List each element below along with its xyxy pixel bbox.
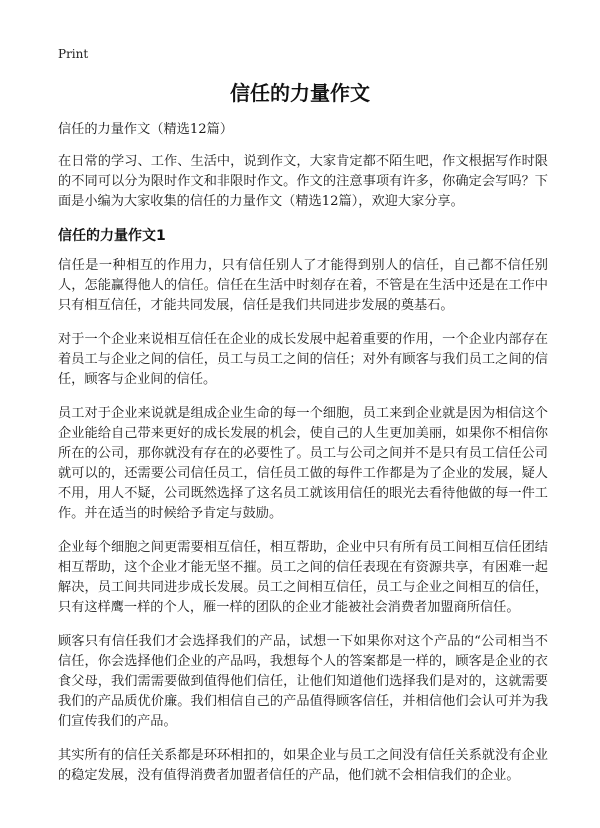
body-paragraph: 其实所有的信任关系都是环环相扣的，如果企业与员工之间没有信任关系就没有企业的稳定发展，没有值得消费者加盟者信任的产品，他们就不会相信我们的企业。: [58, 748, 548, 783]
body-paragraph: 对于一个企业来说相互信任在企业的成长发展中起着重要的作用，一个企业内部存在着员工与企业之间的信任，员工与员工之间的信任；对外有顾客与我们员工之间的信任，顾客与企业间的信任。: [58, 332, 548, 387]
document-title: 信任的力量作文: [230, 81, 370, 105]
document-body: [58, 120, 548, 800]
print-label: Print: [58, 47, 89, 61]
body-paragraph: 信任是一种相互的作用力，只有信任别人了才能得到别人的信任，自己都不信任别人，怎能赢得他人的信任。信任在生活中时刻存在着，不管是在生活中还是在工作中只有相互信任，才能共同发展，信任是我们共同进步发展的奠基石。: [58, 258, 548, 313]
intro-paragraph: 在日常的学习、工作、生活中，说到作文，大家肯定都不陌生吧，作文根据写作时限的不同可以分为限时作文和非限时作文。作文的注意事项有许多，你确定会写吗？下面是小编为大家收集的信任的力量作文（精选12篇），欢迎大家分享。: [58, 154, 548, 209]
body-paragraph: 员工对于企业来说就是组成企业生命的每一个细胞，员工来到企业就是因为相信这个企业能给自己带来更好的成长发展的机会，使自己的人生更加美丽，如果你不相信你所在的公司，那你就没有存在的必要性了。员工与公司之间并不是只有员工信任公司就可以的，还需要公司信任员工，信任员工做的每件工作都是为了企业的发展，疑人不用，用人不疑，公司既然选择了这名员工就该用信任的眼光去看待他做的每一件工作。并在适当的时候给予肯定与鼓励。: [58, 406, 548, 521]
body-paragraph: 企业每个细胞之间更需要相互信任，相互帮助，企业中只有所有员工间相互信任团结相互帮助，这个企业才能无坚不摧。员工之间的信任表现在有资源共享，有困难一起解决，员工间共同进步成长发展。员工之间相互信任，员工与企业之间相互的信任，只有这样鹰一样的个人，雁一样的团队的企业才能被社会消费者加盟商所信任。: [58, 540, 548, 615]
document-subtitle: 信任的力量作文（精选12篇）: [58, 122, 234, 137]
section-heading: 信任的力量作文1: [58, 228, 166, 244]
body-paragraph: 顾客只有信任我们才会选择我们的产品，试想一下如果你对这个产品的“公司相当不信任，你会选择他们企业的产品吗，我想每个人的答案都是一样的，顾客是企业的衣食父母，我们需需要做到值得他们信任，让他们知道他们选择我们是对的，这就需要我们的产品质优价廉。我们相信自己的产品值得顾客信任，并相信他们会认可并为我们宣传我们的产品。: [58, 634, 548, 729]
